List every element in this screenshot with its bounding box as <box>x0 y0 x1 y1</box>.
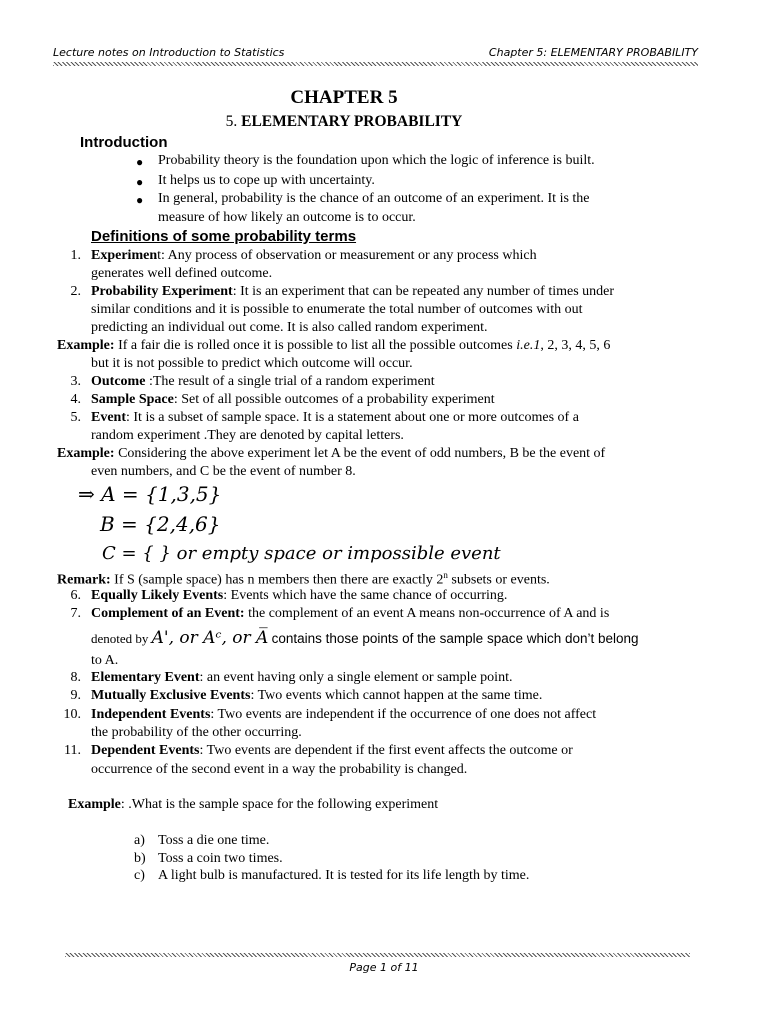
header-right: Chapter 5: ELEMENTARY PROBABILITY <box>488 46 698 59</box>
def-term: Complement of an Event: <box>91 606 245 621</box>
page-number: Page 1 of 11 <box>349 961 419 974</box>
example-ie: i.e.1 <box>516 338 541 353</box>
def-text: : Two events are dependent if the first event affects the outcome or <box>199 743 573 758</box>
def-sample-space <box>91 392 495 408</box>
def-probability-experiment <box>91 284 614 300</box>
example-text: If a fair die is rolled once it is possible to list all the possible outcomes <box>114 338 517 353</box>
math-set-b: B = {2,4,6} <box>100 512 221 536</box>
list-marker: b) <box>134 851 146 866</box>
intro-bullet-3-cont: measure of how likely an outcome is to occur. <box>158 210 416 225</box>
list-marker: c) <box>134 868 145 883</box>
def-text: : Two events are independent if the occurrence of one does not affect <box>210 707 597 722</box>
def-equally-likely <box>91 588 507 604</box>
def-outcome <box>91 374 435 390</box>
def-term: Outcome <box>91 374 146 389</box>
item-number: 1. <box>70 248 81 263</box>
remark <box>57 570 550 589</box>
example-label: Example <box>68 797 121 812</box>
def-elementary-event <box>91 670 512 686</box>
item-number: 5. <box>70 410 81 425</box>
footer-divider <box>65 953 690 957</box>
remark-sup: n <box>443 570 448 580</box>
list-marker: a) <box>134 833 145 848</box>
def-text: :The result of a single trial of a random experiment <box>145 374 435 389</box>
intro-bullet-3: In general, probability is the chance of an outcome of an experiment. It is the <box>158 191 590 206</box>
def-dependent-cont: occurrence of the second event in a way the probability is changed. <box>91 762 468 777</box>
remark-end: subsets or events. <box>447 572 550 588</box>
item-number: 10. <box>63 707 81 722</box>
bullet-icon: ● <box>136 175 144 189</box>
def-independent-cont: the probability of the other occurring. <box>91 725 302 740</box>
def-prob-exp-cont-2: predicting an individual out come. It is also called random experiment. <box>91 320 488 335</box>
def-independent <box>91 707 596 723</box>
intro-bullet-1: Probability theory is the foundation upon which the logic of inference is built. <box>158 153 595 168</box>
def-text: : It is a subset of sample space. It is a statement about one or more outcomes of a <box>126 410 579 425</box>
item-number: 6. <box>70 588 81 603</box>
example-die <box>57 338 610 354</box>
list-item: Toss a die one time. <box>158 833 270 848</box>
bullet-icon: ● <box>136 193 144 207</box>
example-end: , 2, 3, 4, 5, 6 <box>540 338 611 353</box>
def-text: the complement of an event A means non-occurrence of A and is <box>244 606 610 621</box>
example-text: Considering the above experiment let A be the event of odd numbers, B be the event of <box>114 446 606 461</box>
contains-text: contains those points of the sample space which don’t belong <box>271 631 639 646</box>
item-number: 11. <box>64 743 81 758</box>
def-prob-exp-cont-1: similar conditions and it is possible to enumerate the total number of outcomes with out <box>91 302 583 317</box>
def-event-cont: random experiment .They are denoted by capital letters. <box>91 428 404 443</box>
def-complement-denoted <box>91 628 639 648</box>
def-experiment <box>91 248 537 264</box>
def-text: : It is an experiment that can be repeated any number of times under <box>232 284 615 299</box>
item-number: 8. <box>70 670 81 685</box>
item-number: 2. <box>70 284 81 299</box>
def-text: : an event having only a single element or sample point. <box>199 670 513 685</box>
def-text: t: Any process of observation or measurement or any process which <box>157 248 537 263</box>
math-set-c: C = { } or empty space or impossible event <box>102 543 501 564</box>
def-complement <box>91 606 609 622</box>
example-events <box>57 446 605 462</box>
example-sample-space <box>68 797 438 813</box>
def-term: Mutually Exclusive Events <box>91 688 251 703</box>
def-complement-cont: to A. <box>91 653 119 668</box>
item-number: 3. <box>70 374 81 389</box>
def-event <box>91 410 579 426</box>
example-events-cont: even numbers, and C be the event of number 8. <box>91 464 356 479</box>
def-term: Event <box>91 410 126 425</box>
def-experiment-cont: generates well defined outcome. <box>91 266 273 281</box>
denoted-text: denoted by <box>91 631 149 646</box>
subtitle-main: ELEMENTARY PROBABILITY <box>241 113 463 130</box>
chapter-subtitle <box>0 113 688 131</box>
remark-text: If S (sample space) has n members then there are exactly 2 <box>110 572 444 588</box>
def-term: Sample Space <box>91 392 174 407</box>
example-text: : .What is the sample space for the following experiment <box>120 797 439 812</box>
example-label: Example: <box>57 446 115 461</box>
remark-label: Remark: <box>57 572 111 588</box>
introduction-heading: Introduction <box>80 134 168 151</box>
header-left: Lecture notes on Introduction to Statistics <box>53 46 285 59</box>
list-item: A light bulb is manufactured. It is tested for its life length by time. <box>158 868 530 883</box>
def-term: Elementary Event <box>91 670 200 685</box>
def-dependent <box>91 743 573 759</box>
item-number: 4. <box>70 392 81 407</box>
def-term: Equally Likely Events <box>91 588 224 603</box>
item-number: 9. <box>70 688 81 703</box>
definitions-heading: Definitions of some probability terms <box>91 228 357 245</box>
item-number: 7. <box>70 606 81 621</box>
example-label: Example: <box>57 338 115 353</box>
def-mutually-exclusive <box>91 688 542 704</box>
def-text: : Two events which cannot happen at the same time. <box>250 688 543 703</box>
example-die-cont: but it is not possible to predict which outcome will occur. <box>91 356 413 371</box>
def-text: : Set of all possible outcomes of a probability experiment <box>173 392 495 407</box>
bullet-icon: ● <box>136 155 144 169</box>
intro-bullet-2: It helps us to cope up with uncertainty. <box>158 173 375 188</box>
def-term: Independent Events <box>91 707 211 722</box>
math-set-a: ⇒ A = {1,3,5} <box>78 482 222 506</box>
subtitle-prefix: 5. <box>225 113 242 130</box>
def-term: Dependent Events <box>91 743 200 758</box>
def-term: Probability Experiment <box>91 284 233 299</box>
complement-notation: A', or Aᶜ, or A̅ <box>151 628 269 648</box>
def-term: Experimen <box>91 248 158 263</box>
list-item: Toss a coin two times. <box>158 851 283 866</box>
chapter-title: CHAPTER 5 <box>290 87 398 108</box>
def-text: : Events which have the same chance of occurring. <box>223 588 508 603</box>
header-divider <box>53 62 698 66</box>
